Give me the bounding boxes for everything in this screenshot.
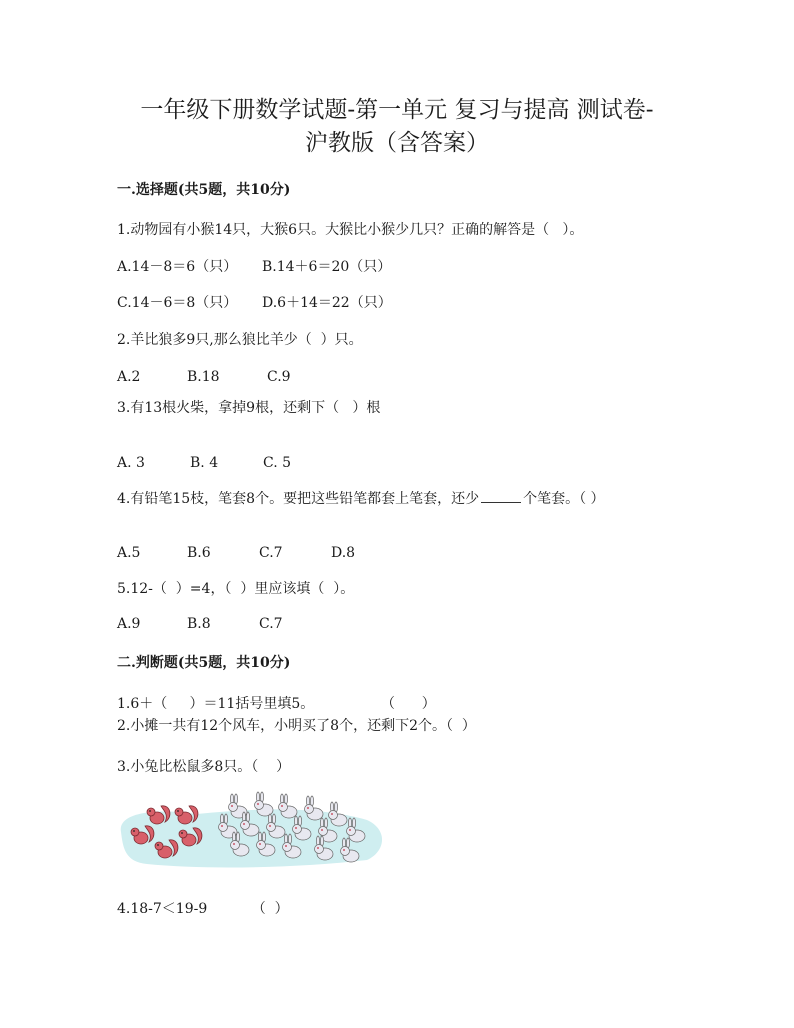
judgement-4: 4.18-7＜19-9 （ ） xyxy=(117,901,289,917)
question-2-stem: 2.羊比狼多9只,那么狼比羊少（ ）只。 xyxy=(117,332,363,348)
page-title-line-1: 一年级下册数学试题-第一单元 复习与提高 测试卷- xyxy=(140,97,654,123)
question-1-option-d: D.6＋14＝22（只） xyxy=(262,295,392,311)
question-5-stem: 5.12-（ ）=4，（ ）里应该填（ ）。 xyxy=(117,581,355,597)
judgement-3: 3.小兔比松鼠多8只。（ ） xyxy=(117,759,291,775)
squirrels-and-rabbits-picture xyxy=(117,790,387,870)
question-5-option-b: B.8 xyxy=(187,616,211,632)
rabbit xyxy=(329,802,348,826)
question-4-stem-after: 个笔套。（ ） xyxy=(523,491,605,507)
rabbit xyxy=(279,794,298,818)
question-2-option-c: C.9 xyxy=(267,369,291,385)
question-3-option-a: A. 3 xyxy=(117,455,145,471)
judgement-2: 2.小摊一共有12个风车，小明买了8个，还剩下2个。（ ） xyxy=(117,718,476,734)
question-1-option-a: A.14－8＝6（只） xyxy=(117,259,238,275)
question-1-option-c: C.14－6＝8（只） xyxy=(117,295,238,311)
question-5-option-a: A.9 xyxy=(117,616,141,632)
question-2-option-b: B.18 xyxy=(187,369,220,385)
question-4-stem-before: 4.有铅笔15枝，笔套8个。要把这些铅笔都套上笔套，还少 xyxy=(117,491,480,507)
question-4-option-d: D.8 xyxy=(331,545,356,561)
question-2-option-a: A.2 xyxy=(117,369,141,385)
question-3-option-c: C. 5 xyxy=(263,455,292,471)
question-4-option-c: C.7 xyxy=(259,545,283,561)
question-3-option-b: B. 4 xyxy=(190,455,219,471)
question-4-option-a: A.5 xyxy=(117,545,141,561)
question-4-option-b: B.6 xyxy=(187,545,211,561)
rabbit xyxy=(305,796,324,820)
question-3-stem: 3.有13根火柴，拿掉9根，还剩下（ ）根 xyxy=(117,400,381,416)
question-5-option-c: C.7 xyxy=(259,616,283,632)
question-1-stem: 1.动物园有小猴14只，大猴6只。大猴比小猴少几只？正确的解答是（ ）。 xyxy=(117,222,584,238)
section-heading-judgement: 二.判断题(共5题，共10分) xyxy=(117,655,291,671)
rabbit xyxy=(255,792,274,816)
page-title-line-2: 沪教版（含答案） xyxy=(305,130,489,156)
answer-blank xyxy=(481,490,521,503)
judgement-1: 1.6＋（ ）＝11括号里填5。 （ ） xyxy=(117,696,436,712)
question-1-option-b: B.14＋6＝20（只） xyxy=(262,259,392,275)
section-heading-choice: 一.选择题(共5题，共10分) xyxy=(117,182,291,198)
question-4-stem xyxy=(117,489,605,509)
